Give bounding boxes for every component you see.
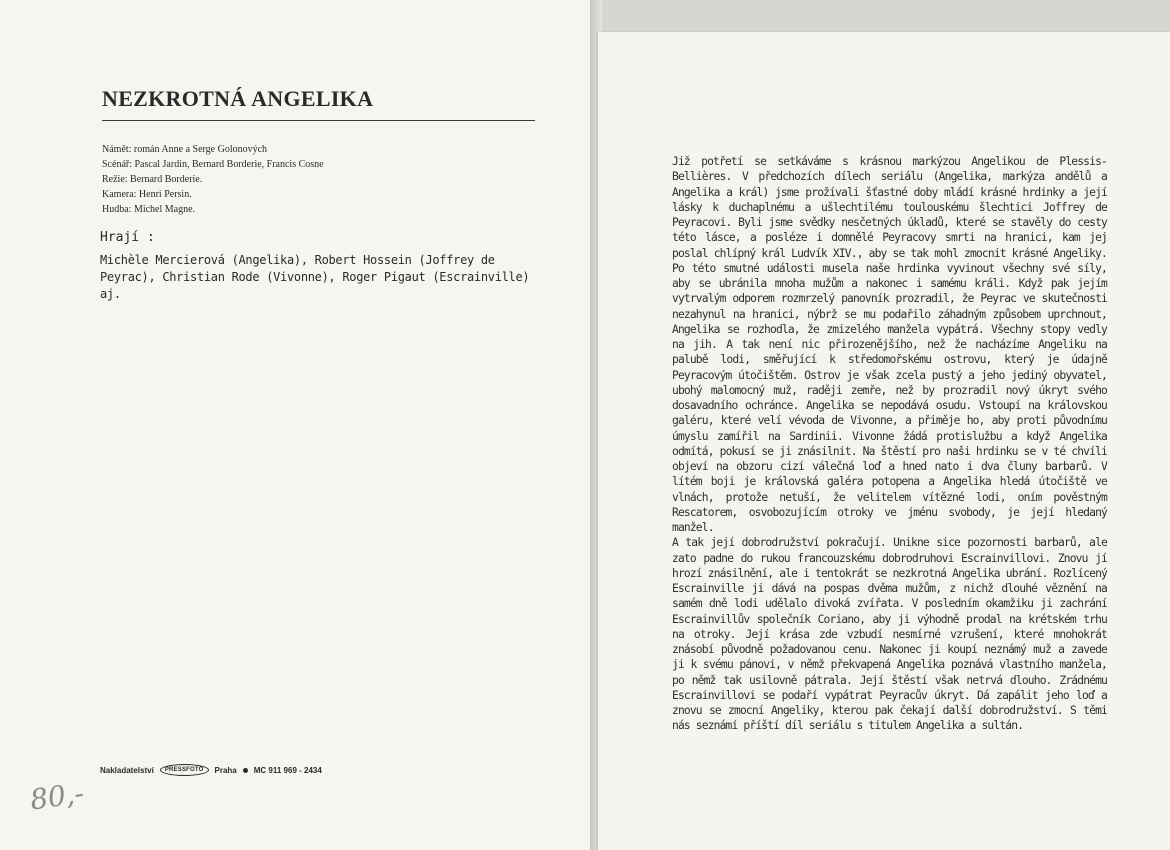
bullet-icon: [243, 768, 248, 773]
credit-story: Námět: román Anne a Serge Golonových: [102, 144, 268, 155]
synopsis-text: [672, 154, 1107, 734]
publisher-label: Nakladatelství: [100, 765, 154, 775]
page-title: NEZKROTNÁ ANGELIKA: [102, 86, 374, 111]
cast-list: Michèle Mercierová (Angelika), Robert Hossein (Joffrey de Peyrac), Christian Rode (Vivonne), Roger Pigaut (Escrainville) aj.: [100, 253, 530, 301]
credit-music: Hudba: Michel Magne.: [102, 204, 196, 215]
handwritten-price: 80,-: [27, 776, 87, 817]
credits-block: [102, 142, 522, 217]
synopsis-paragraph: A tak její dobrodružství pokračují. Unikne sice pozornosti barbarů, ale zato padne do rukou francouzskému dobrodruhovi Escrainvillovi. Znovu jí hrozí znásilnění, ale i tentokrát se nezkrotná Angelika ubrání. Rozlícený Escrainville ji dává na pospas dvěma mužům, z nichž dlouhé věznění na samém dně lodi udělalo divoká zvířata. V posledním okamžiku ji zachrání Escrainvillův společník Coriano, aby ji výhodně prodal na krétském trhu na otroky. Její krása zde vzbudí nesmírné vzrušení, které mnohokrát znásobí původně požadovanou cenu. Nakonec ji koupí neznámý muž a zavede ji k svému pánovi, v němž překvapená Angelika poznává vlastního manžela, po němž tak usilovně pátrala. Její štěstí však netrvá dlouho. Zrádnému Escrainvillovi se podaří vypátrat Peyracův úkryt. Dá zapálit jeho loď a znovu se zmocní Angeliky, kterou pak čekají další dobrodružství. S těmi nás seznámí příští díl seriálu s titulem Angelika a sultán.: [672, 536, 1107, 733]
publisher-footer: [100, 764, 322, 776]
title-divider: [102, 120, 535, 121]
credit-director: Režie: Bernard Borderie.: [102, 174, 203, 185]
synopsis-paragraph: Již potřetí se setkáváme s krásnou markýzou Angelikou de Plessis-Bellières. V předchozích dílech seriálu (Angelika, markýza andělů a Angelika a král) jsme prožívali šťastné doby mládí krásné hrdinky a její lásky k duchaplnému a ušlechtilému toulouskému šlechtici Joffrey de Peyracovi. Byli jsme svědky nesčetných úkladů, které se stavěly do cesty této lásce, a posléze i domnělé Peyracovy smrti na hranici, kam jej poslal chlípný král Ludvík XIV., aby se tak mohl zmocnit krásné Angeliky. Po této smutné události musela naše hrdinka vyvinout všechny své síly, aby se ubránila mnoha mužům a nakonec i samému králi. Když pak jejím vytrvalým odporem rozmrzelý panovník prozradil, že Peyrac ve skutečnosti nezahynul na hranici, nýbrž se mu podařilo záhadným způsobem uprchnout, Angelika se rozhodla, že zmizelého manžela vypátrá. Všechny stopy vedly na jih. A tak není nic přirozenějšího, než že nacházíme Angeliku na palubě lodi, směřující k středomořskému ostrovu, který je údajně Peyracovým útočištěm. Ostrov je však zcela pustý a jeho jediný obyvatel, ubohý malomocný muž, raději zemře, než by prozradil nový úkryt svého dosavadního ochránce. Angelika se nepodává osudu. Vstoupí na královskou galéru, které velí vévoda de Vivonne, a přiměje ho, aby proti původnímu úmyslu zamířil na Sardinii. Vivonne žádá protislužbu a když Angelika odmítá, pokusí se ji znásilnit. Na štěstí pro naši hrdinku se v té chvíli objeví na obzoru cizí válečná loď a hned nato i dva čluny barbarů. V lítém boji je královská galéra potopena a Angelika hledá útočiště ve vlnách, protože netuší, že velitelem vítězné lodi, oním pověstným Rescatorem, osvobozujícím otroky ve jménu svobody, je její hledaný manžel.: [672, 155, 1107, 534]
publisher-city: Praha: [214, 765, 237, 775]
cast-label: Hrají :: [100, 230, 155, 245]
catalog-code: MC 911 969 - 2434: [253, 765, 322, 775]
publisher-logo: PRESSFOTO: [160, 764, 209, 776]
credit-camera: Kamera: Henri Persin.: [102, 189, 192, 200]
credit-screenplay: Scénář: Pascal Jardin, Bernard Borderie, Francis Cosne: [102, 159, 324, 170]
